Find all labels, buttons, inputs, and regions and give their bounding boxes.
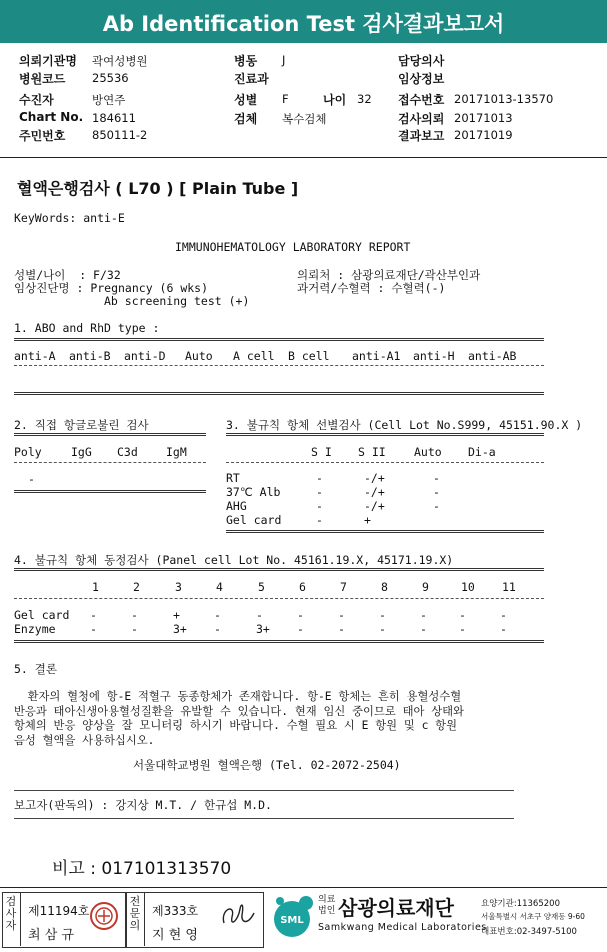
header-value: 184611 [92,111,136,125]
header-value: 20171019 [454,128,513,142]
screening-cell: - [433,485,440,499]
screening-column-header: S II [358,445,386,459]
abo-column-header: A cell [233,349,275,363]
screening-cell: - [433,499,440,513]
specialist-label: 전문의 [129,895,141,932]
org-small-2: 법인 [318,906,336,916]
dat-column-header: IgM [166,445,187,459]
screening-title: 3. 불규칙 항체 선별검사 (Cell Lot No.S999, 45151.90.X ) [226,418,583,432]
conclusion-line: 환자의 혈청에 항-E 적혈구 동종항체가 존재합니다. 항-E 항체는 흔히 용혈성수혈 [14,690,462,703]
panel-cell: - [500,608,507,622]
panel-title: 4. 불규칙 항체 동정검사 (Panel cell Lot No. 45161.19.X, 45171.19.X) [14,553,454,567]
panel-column-header: 6 [299,580,306,594]
panel-column-header: 11 [502,580,516,594]
panel-rule-top [14,568,544,571]
report-title-banner: Ab Identification Test 검사결과보고서 [0,0,607,43]
tester-label: 검사자 [5,895,17,932]
dat-rule-bottom [14,490,206,493]
sml-logo-icon [268,893,318,943]
panel-column-header: 8 [381,580,388,594]
header-value: F [282,92,289,106]
age-value: 32 [357,92,372,106]
panel-cell: 3+ [173,622,187,636]
panel-cell: - [459,622,466,636]
screening-row-label: AHG [226,499,247,513]
abo-column-header: anti-H [413,349,455,363]
screening-cell: + [364,513,371,527]
section-title: 혈액은행검사 ( L70 ) [ Plain Tube ] [17,179,299,198]
panel-cell: - [459,608,466,622]
screening-cell: - [433,471,440,485]
lab-report-title: IMMUNOHEMATOLOGY LABORATORY REPORT [175,240,411,254]
header-label: Chart No. [19,110,84,124]
screening-cell: - [316,485,323,499]
panel-cell: 3+ [256,622,270,636]
panel-column-header: 2 [133,580,140,594]
panel-column-header: 3 [175,580,182,594]
abo-rule-top [14,338,544,341]
reporter-rule-top [14,790,514,791]
panel-column-header: 5 [258,580,265,594]
footer-divider [0,887,607,888]
dat-rule-mid [14,462,206,463]
header-value: 방연주 [92,93,126,107]
contact-phone: 대표번호:02-3497-5100 [481,927,577,937]
header-value: 곽여성병원 [92,54,148,68]
panel-row-label: Gel card [14,608,70,622]
screening-cell: -/+ [364,471,385,485]
header-label: 병동 [234,54,258,68]
header-label: 임상정보 [398,72,445,86]
tester-name: 최 삼 규 [28,928,74,943]
screening-rule-top [226,433,544,436]
header-label: 담당의사 [398,54,445,68]
abo-rule-bottom [14,392,544,395]
specialist-sep [144,893,145,946]
tester-license: 제11194호 [28,904,90,918]
panel-column-header: 1 [92,580,99,594]
header-divider [0,157,607,158]
screening-column-header: Auto [414,445,442,459]
panel-column-header: 10 [461,580,475,594]
panel-row-label: Enzyme [14,622,56,636]
dat-title: 2. 직접 항글로불린 검사 [14,418,149,432]
abo-column-header: anti-D [124,349,166,363]
specialist-name: 지 현 영 [152,928,198,943]
panel-cell: - [131,608,138,622]
screening-rule-bottom [226,530,544,533]
panel-column-header: 9 [422,580,429,594]
header-label: 의뢰기관명 [19,54,77,68]
panel-cell: - [131,622,138,636]
screening-cell: -/+ [364,499,385,513]
dat-column-header: IgG [71,445,92,459]
sex-age: 성별/나이 : F/32 [14,268,121,282]
reporter: 보고자(판독의) : 강지상 M.T. / 한규섭 M.D. [14,798,272,812]
abo-rule-mid [14,365,544,366]
header-value: 20171013 [454,111,513,125]
header-label: 병원코드 [19,72,66,86]
header-label: 주민번호 [19,129,66,143]
panel-cell: - [297,622,304,636]
transfusion-history: 과거력/수혈력 : 수혈력(-) [297,281,446,295]
tester-seal-icon [89,901,119,931]
screening-column-header: Di-a [468,445,496,459]
screening-cell: - [316,513,323,527]
requester: 의뢰처 : 삼광의료재단/곽산부인과 [297,268,481,282]
conclusion-line: 항체의 반응 양상을 잘 모니터링 하시기 바랍니다. 수혈 필요 시 E 항원 및 c 항원 [14,719,458,732]
diagnosis-detail: Ab screening test (+) [104,294,250,308]
abo-column-header: B cell [288,349,330,363]
screening-rule-mid [226,462,544,463]
note: 비고 : 017101313570 [52,859,232,879]
screening-cell: - [316,471,323,485]
header-label: 진료과 [234,72,269,86]
header-label: 검사의뢰 [398,112,445,126]
header-value: 25536 [92,71,129,85]
dat-column-header: Poly [14,445,42,459]
conclusion-line: 반응과 태아신생아용혈성질환을 유발할 수 있습니다. 현재 임신 중이므로 태아 상태와 [14,704,464,718]
sml-logo-text: SML [280,915,304,926]
header-label: 접수번호 [398,93,445,107]
header-value: 850111-2 [92,128,148,142]
abo-column-header: anti-B [69,349,111,363]
screening-row-label: 37℃ Alb [226,485,281,499]
abo-column-header: anti-AB [468,349,517,363]
screening-cell: - [316,499,323,513]
panel-cell: - [338,608,345,622]
abo-column-header: Auto [185,349,213,363]
screening-column-header: S I [311,445,332,459]
panel-rule-bottom [14,640,544,643]
specialist-license: 제333호 [152,904,199,918]
hospital-info: 서울대학교병원 혈액은행 (Tel. 02-2072-2504) [133,758,401,772]
age-label: 나이 [323,93,347,107]
header-label: 결과보고 [398,129,445,143]
panel-cell: - [338,622,345,636]
panel-cell: - [379,622,386,636]
panel-cell: - [214,622,221,636]
panel-cell: - [256,608,263,622]
panel-cell: - [90,608,97,622]
contact-address: 서울특별시 서초구 양재동 9-60 [481,912,585,921]
panel-cell: + [173,608,180,622]
abo-column-header: anti-A [14,349,56,363]
org-small-1: 의료 [318,895,336,905]
dat-value: - [28,472,35,486]
panel-cell: - [420,608,427,622]
panel-column-header: 7 [340,580,347,594]
header-value: 20171013-13570 [454,92,554,106]
dat-rule-top [14,433,206,436]
conclusion-title: 5. 결론 [14,662,57,676]
header-value: 복수검체 [282,112,327,126]
panel-cell: - [297,608,304,622]
org-english-name: Samkwang Medical Laboratories [318,922,487,933]
keywords: KeyWords: anti-E [14,211,125,225]
panel-cell: - [214,608,221,622]
header-label: 성별 [234,93,258,107]
screening-row-label: Gel card [226,513,282,527]
panel-cell: - [379,608,386,622]
screening-row-label: RT [226,471,240,485]
reporter-rule-bottom [14,818,514,819]
header-label: 검체 [234,112,258,126]
abo-title: 1. ABO and RhD type : [14,321,160,335]
panel-cell: - [90,622,97,636]
conclusion-line: 음성 혈액을 사용하십시오. [14,733,155,747]
contact-code: 요양기관:11365200 [481,899,560,909]
panel-cell: - [500,622,507,636]
panel-column-header: 4 [216,580,223,594]
header-value: J [282,53,286,67]
signature-icon [218,899,258,931]
screening-cell: -/+ [364,485,385,499]
header-label: 수진자 [19,93,54,107]
abo-column-header: anti-A1 [352,349,401,363]
diagnosis: 임상진단명 : Pregnancy (6 wks) [14,281,209,295]
org-name: 삼광의료재단 [338,896,454,920]
panel-cell: - [420,622,427,636]
tester-sep [20,893,21,946]
dat-column-header: C3d [117,445,138,459]
panel-rule-mid [14,598,544,599]
